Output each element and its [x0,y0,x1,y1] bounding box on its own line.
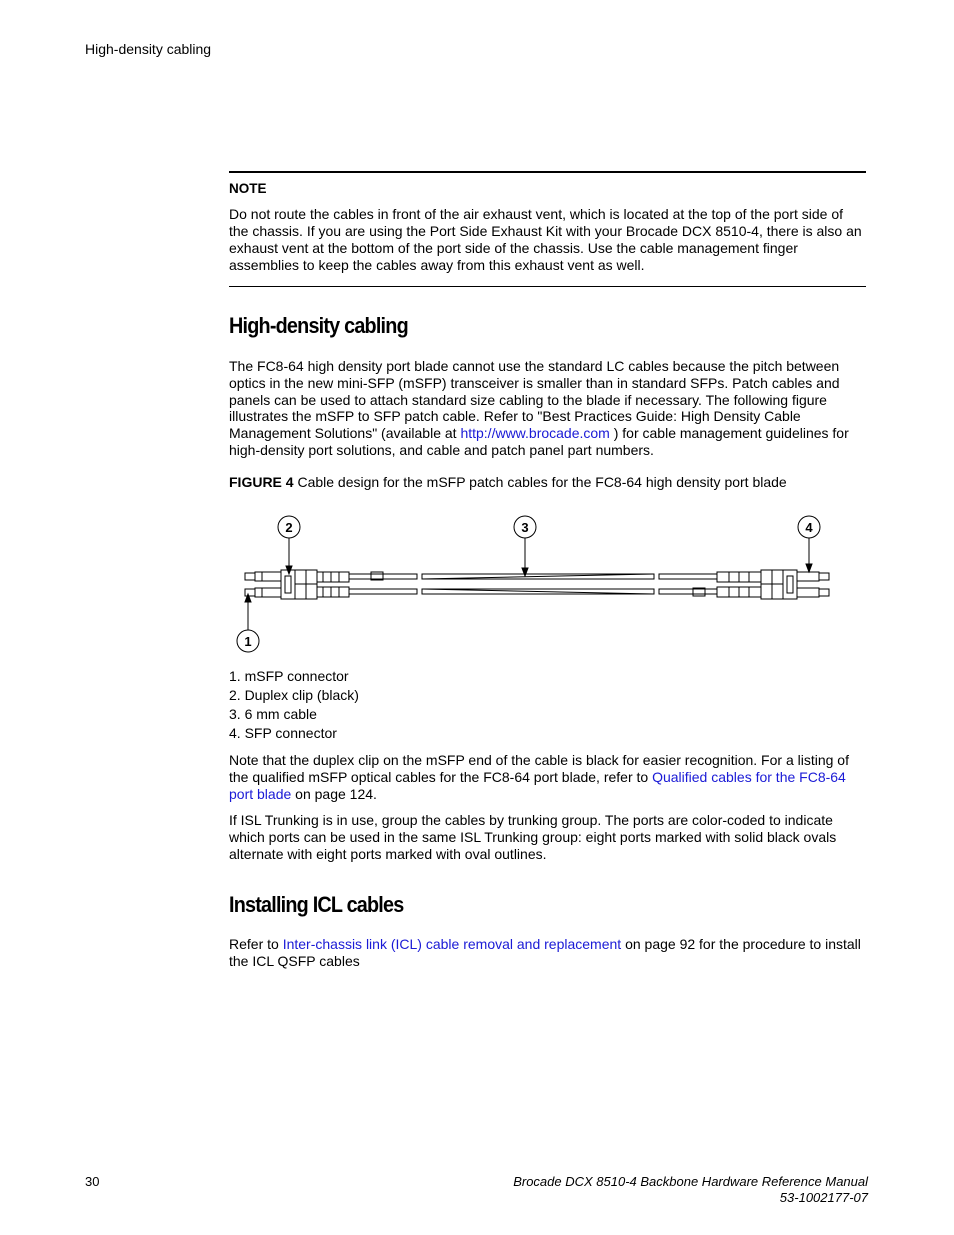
icl-text-end: on page 92 for the procedure to install the ICL QSFP cables [229,936,861,969]
intro-paragraph [229,358,866,459]
cable-left-short [349,572,417,594]
cable-diagram [230,508,840,658]
icl-removal-link[interactable]: Inter-chassis link (ICL) cable removal and replacement [282,936,622,952]
intro-text-end: ) for cable management guidelines for high-density port solutions, and cable and patch panel part numbers. [229,425,849,458]
page-number: 30 [85,1174,100,1189]
running-header: High-density cabling [85,41,212,57]
callout-3-label: 3 [521,520,529,535]
callout-1-label: 1 [244,634,252,649]
duplex-clip-paragraph [229,752,866,802]
legend-item: 3. 6 mm cable [229,706,317,722]
footer-manual-title: Brocade DCX 8510-4 Backbone Hardware Reference Manual [513,1174,868,1189]
figure-legend [229,667,866,743]
note-text: Do not route the cables in front of the air exhaust vent, which is located at the top of the port side of the chassis. If you are using the Port Side Exhaust Kit with your Brocade DCX 8510-4, there is also an exhaust vent at the bottom of the port side of the chassis. Use the cable management finger assemblies to keep the cables away from this exhaust vent as well. [229,206,862,273]
duplex-text-end: on page 124. [291,785,377,802]
note-label: NOTE [229,181,267,196]
legend-item: 2. Duplex clip (black) [229,687,359,703]
intro-text-start: The FC8-64 high density port blade cannot use the standard LC cables because the pitch between optics in the new mini-SFP (mSFP) transceiver is smaller than in standard SFPs. Patch cables and panels can be used to attach standard size cabling to the blade if necessary. The following figure illustrates the mSFP to SFP patch cable. Refer to "Best Practices Guide: High Density Cable Management Solutions" (available at [229,358,840,442]
figure-caption-text: Cable design for the mSFP patch cables for the FC8-64 high density port blade [293,474,787,490]
footer-doc-number: 53-1002177-07 [779,1190,868,1205]
cable-6mm-center [422,574,654,594]
isl-trunking-paragraph: If ISL Trunking is in use, group the cables by trunking group. The ports are color-coded to indicate which ports can be used in the same ISL Trunking group: eight ports marked with solid black ovals alternate with eight ports marked with oval outlines. [229,812,837,862]
section-heading-installing-icl-cables: Installing ICL cables [229,892,404,917]
msfp-connector-left [245,570,349,599]
brocade-website-link[interactable]: http://www.brocade.com [460,425,610,442]
footer-manual-info [513,1174,868,1206]
note-box [229,171,866,287]
section-heading-high-density-cabling: High-density cabling [229,313,408,338]
legend-item: 4. SFP connector [229,725,337,741]
figure-caption [229,474,866,491]
qualified-cables-link[interactable]: Qualified cables for the FC8-64 port blade [229,768,846,802]
duplex-text-start: Note that the duplex clip on the mSFP end of the cable is black for easier recognition. For a listing of the qualified mSFP optical cables for the FC8-64 port blade, refer to [229,752,849,785]
sfp-connector-right [717,570,829,599]
icl-paragraph [229,936,866,970]
callout-4-label: 4 [805,520,813,535]
cable-right-short [659,574,717,596]
figure-label: FIGURE 4 [229,474,294,490]
legend-item: 1. mSFP connector [229,668,349,684]
icl-text-start: Refer to [229,936,283,952]
callout-2-label: 2 [285,520,293,535]
